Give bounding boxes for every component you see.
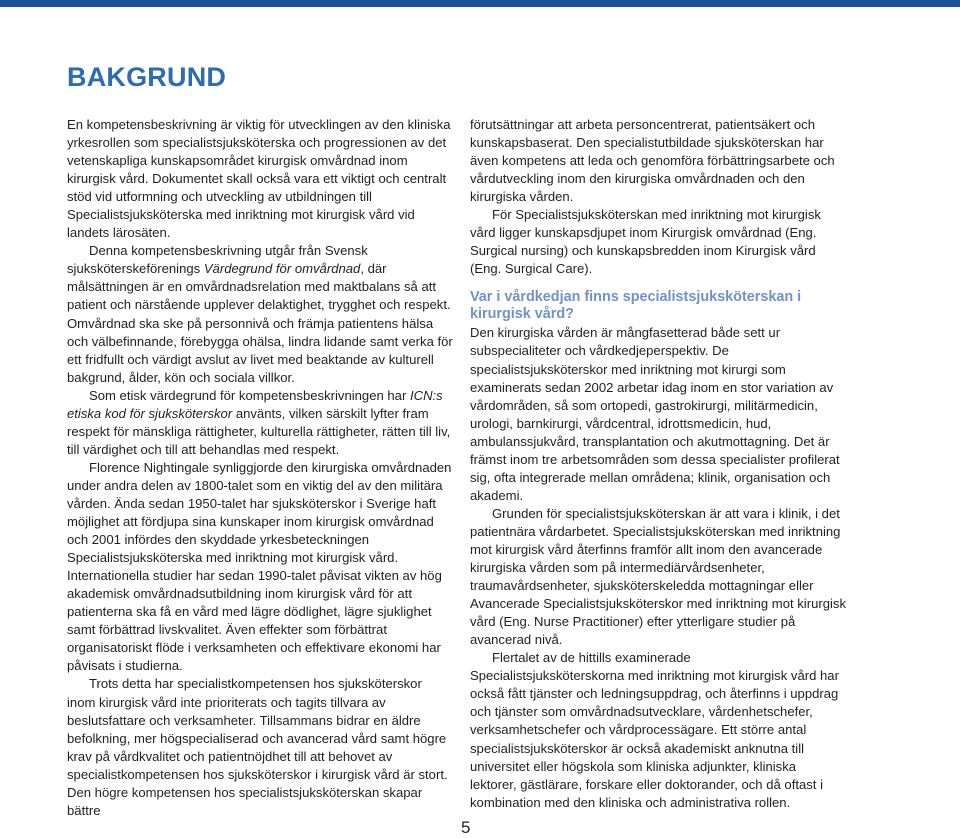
right-text-column — [470, 116, 846, 812]
text-run: , där målsättningen är en omvårdnadsrelation med maktbalans så att patient och närstående upplever delaktighet, trygghet och respekt. Omvårdnad ska ske på personnivå och främja patientens hälsa och välbefinnande, förebygga ohälsa, lindra lidande samt verka för ett fridfullt och värdigt avslut av livet med beaktande av kulturell bakgrund, ålder, kön och sociala villkor. — [67, 261, 453, 385]
text-run: Som etisk värdegrund för kompetensbeskrivningen har — [89, 387, 410, 403]
paragraph: förutsättningar att arbeta personcentrerat, patientsäkert och kunskapsbaserat. Den specialistutbildade sjuksköterskan har även kompetens att leda och genomföra förbättringsarbete och vårdutveckling inom den kirurgiska omvårdnaden och den kirurgiska vården. — [470, 117, 835, 205]
text-run: Denna kompetensbeskrivning utgår från Svensk sjuksköterskeförenings — [67, 243, 368, 277]
paragraph: En kompetensbeskrivning är viktig för utvecklingen av den kliniska yrkesrollen som specialistsjuksköterska och progressionen av det vetenskapliga kunskapsområdet kirurgisk omvårdnad inom kirurgisk vård. Dokumentet skall också vara ett viktigt och centralt stöd vid utformning och utveckling av utbildningen till Specialistsjuksköterska med inriktning mot kirurgisk vård vid landets lärosäten. — [67, 117, 451, 241]
text-run: använts, vilken särskilt lyfter fram respekt för mänskliga rättigheter, kulturella rättigheter, rätten till liv, till värdighet och till att behandlas med respekt. — [67, 405, 451, 457]
paragraph — [67, 242, 453, 386]
paragraph: Grunden för specialistsjuksköterskan är att vara i klinik, i det patientnära vårdarbetet. Specialistsjuksköterskan med inriktning mot kirurgisk vård återfinns framför allt inom den avancerade kirurgiska vården som på intermediärvårdsenheter, traumavårdsenheter, sjuksköterskeledda mottagningar eller Avancerade Specialistsjuksköterskor med inriktning mot kirurgisk vård (Eng. Nurse Practitioner) efter ytterligare studier på avancerad nivå. — [470, 505, 846, 648]
top-color-bar — [0, 0, 960, 7]
italic-title: Värdegrund för omvårdnad — [203, 261, 361, 277]
page-number: 5 — [461, 818, 471, 837]
subheading: Var i vårdkedjan finns specialistsjuksköterskan i kirurgisk vård? — [470, 289, 802, 323]
paragraph: Den kirurgiska vården är mångfasetterad både sett ur subspecialiteter och vårdkedjeperspektiv. De specialistsjuksköterskor med inriktning mot kirurgi som examinerats sedan 2002 arbetar idag inom en stor variation av vårdområden, så som ortopedi, gastrokirurgi, militärmedicin, urologi, barnkirurgi, vårdcentral, idrottsmedicin, hud, ambulanssjukvård, transplantation och akutmottagning. Det är främst inom tre arbetsområden som dessa specialister profilerat sig, ofta integrerade mellan områdena; klinik, organisation och akademi. — [470, 325, 840, 503]
paragraph: För Specialistsjuksköterskan med inriktning mot kirurgisk vård ligger kunskapsdjupet inom Kirurgisk omvårdnad (Eng. Surgical nursing) och kunskapsbredden inom Kirurgisk vård (Eng. Surgical Care). — [470, 207, 821, 277]
section-heading: BAKGRUND — [67, 62, 227, 92]
paragraph: Trots detta har specialistkompetensen hos sjuksköterskor inom kirurgisk vård inte prioriterats och tagits tillvara av beslutsfattare och verksamheter. Tillsammans bidrar en äldre befolkning, mer högspecialiserad och avancerad vård samt högre krav på vårdkvalitet och patientnöjdhet till att behovet av specialistkompetensen hos sjuksköterskor i kirurgisk vård är stort. Den högre kompetensen hos specialistsjuksköterskan skapar bättre — [67, 676, 448, 818]
left-text-column — [67, 116, 453, 820]
paragraph — [67, 387, 453, 459]
paragraph: Flertalet av de hittills examinerade Specialistsjuksköterskorna med inriktning mot kirurgisk vård har också fått tjänster och ledningsuppdrag, och återfinns i uppdrag och tjänster som omvårdnadsutvecklare, vårdenhetschefer, verksamhetschefer och vårdprocessägare. Ett större antal specialistsjuksköterskor är också akademiskt anknutna till universitet eller högskola som kliniska adjunkter, kliniska lektorer, gästlärare, forskare eller doktorander, och då oftast i kombination med den kliniska och administrativa rollen. — [470, 650, 839, 810]
italic-title: ICN:s etiska kod för sjuksköterskor — [67, 387, 443, 421]
paragraph: Florence Nightingale synliggjorde den kirurgiska omvårdnaden under andra delen av 1800-talet som en viktig del av den militära vården. Ända sedan 1950-talet har sjuksköterskor i Sverige haft möjlighet att fördjupa sina kunskaper inom kirurgisk omvårdnad och 2001 infördes den skyddade yrkesbeteckningen Specialistsjuksköterska med inriktning mot kirurgisk vård. Internationella studier har sedan 1990-talet påvisat vikten av hög akademisk omvårdnadsutbildning inom kirurgisk vård för att patienterna ska få en vård med lägre dödlighet, lägre sjuklighet samt förbättrad livskvalitet. Även effekter som förbättrat organisatoriskt flöde i verksamheten och effektivare ekonomi har påvisats i studierna. — [67, 459, 452, 674]
